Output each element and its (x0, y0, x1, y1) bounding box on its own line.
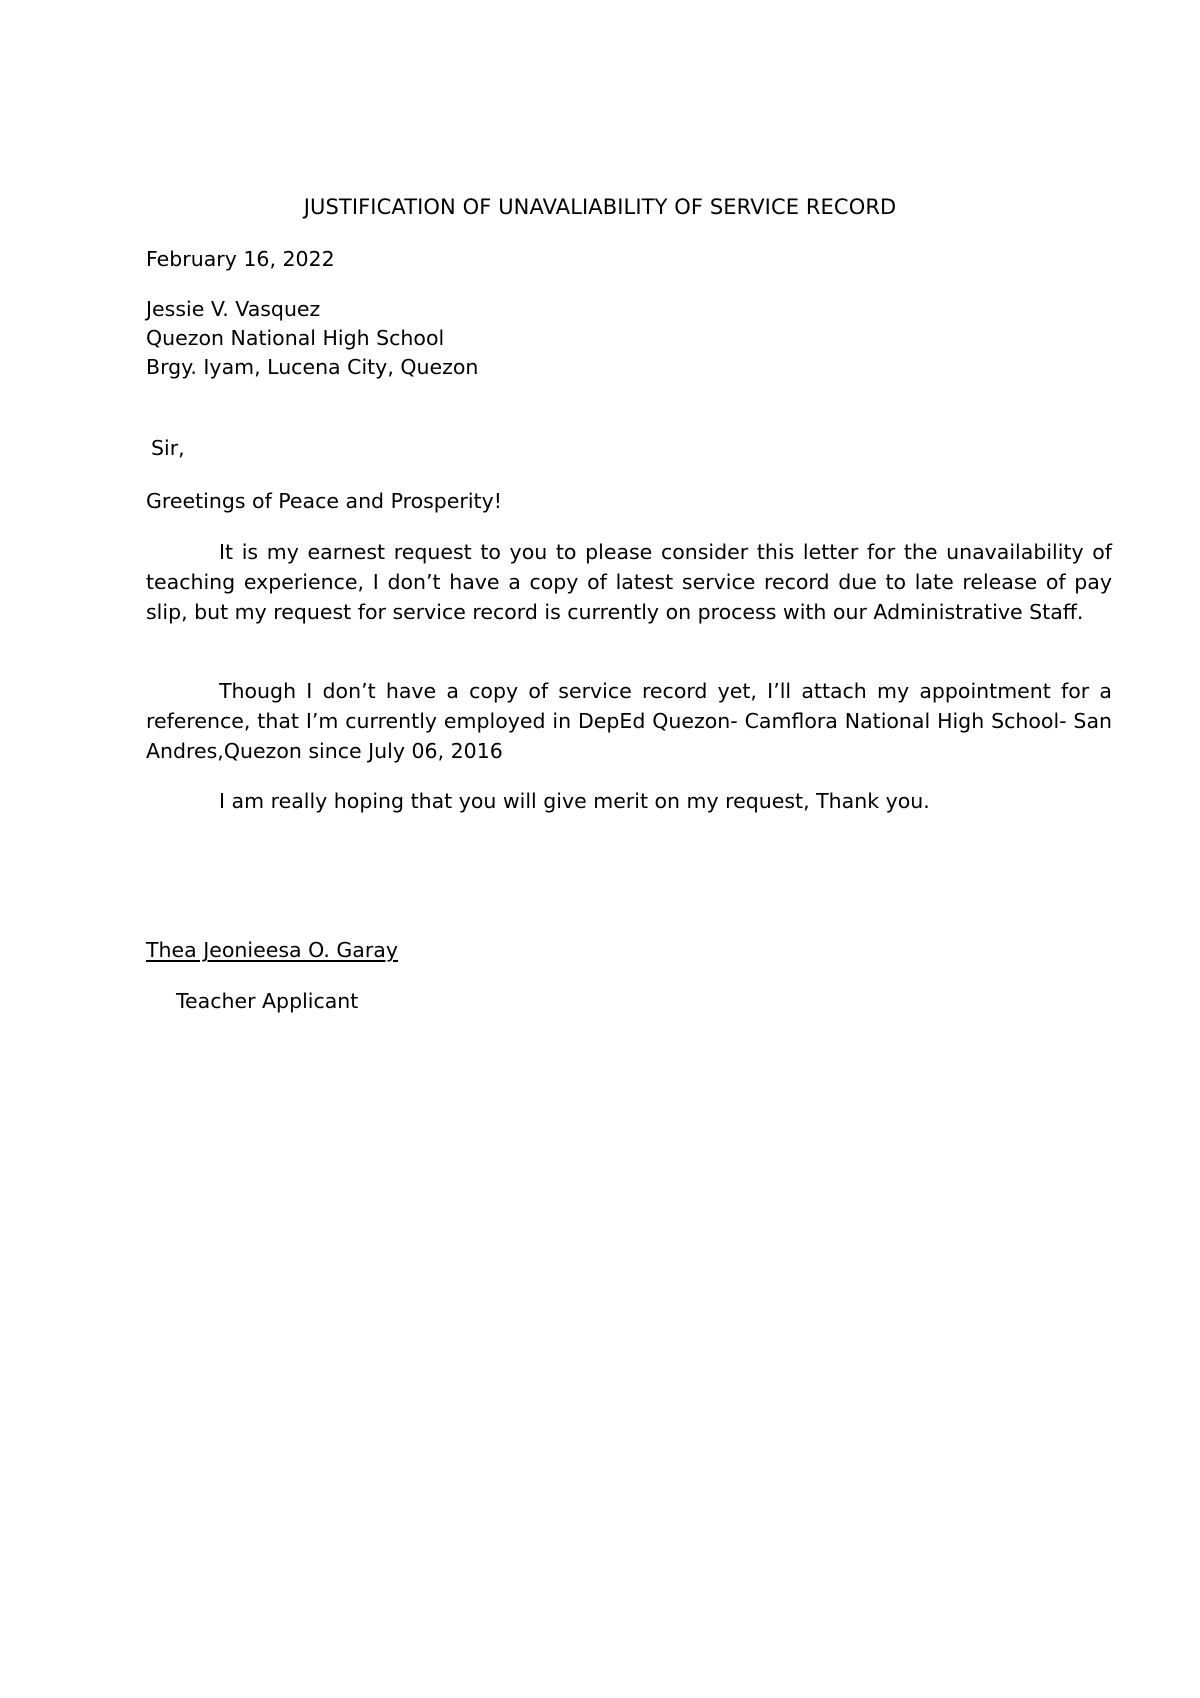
greeting: Greetings of Peace and Prosperity! (146, 489, 502, 513)
body-paragraph-2: Though I don’t have a copy of service record yet, I’ll attach my appointment for a reference, that I’m currently employed in DepEd Quezon- Camflora National High School- San Andres,Quezon since July 06, 2016 (146, 679, 1112, 763)
salutation: Sir, (151, 436, 185, 460)
signature-position: Teacher Applicant (176, 989, 359, 1013)
recipient-address: Brgy. Iyam, Lucena City, Quezon (146, 355, 479, 379)
recipient-name: Jessie V. Vasquez (146, 297, 321, 321)
document-title: JUSTIFICATION OF UNAVALIABILITY OF SERVICE RECORD (303, 195, 897, 219)
signature-name: Thea Jeonieesa O. Garay (146, 938, 398, 962)
recipient-block (146, 295, 478, 382)
recipient-school: Quezon National High School (146, 326, 445, 350)
body-paragraph-3: I am really hoping that you will give merit on my request, Thank you. (219, 789, 930, 813)
letter-date: February 16, 2022 (146, 247, 335, 271)
body-paragraph-1: It is my earnest request to you to please consider this letter for the unavailability of teaching experience, I don’t have a copy of latest service record due to late release of pay slip, but my request for service record is currently on process with our Administrative Staff. (146, 540, 1112, 624)
